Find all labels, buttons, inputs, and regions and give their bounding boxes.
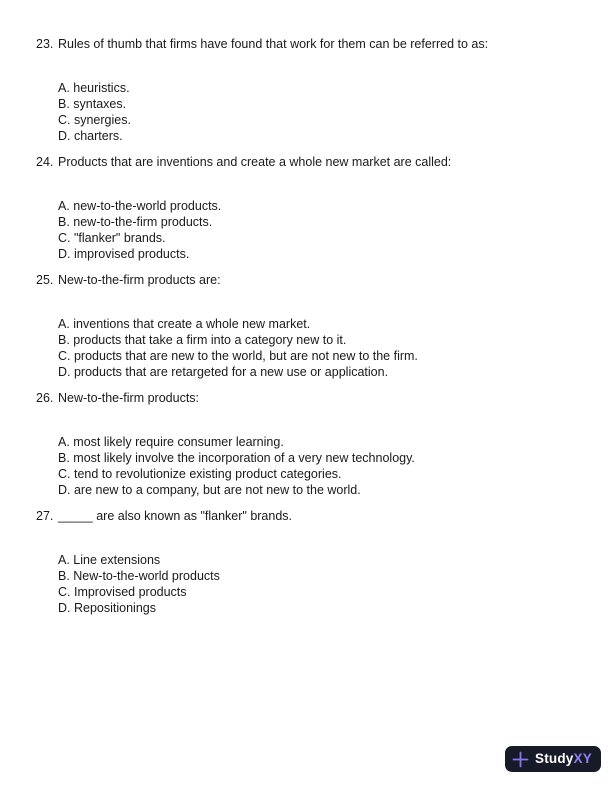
- options-list: [58, 552, 578, 616]
- question-text: Products that are inventions and create a whole new market are called:: [58, 155, 452, 169]
- question-line: [36, 390, 578, 406]
- brand-name-secondary: XY: [573, 751, 592, 767]
- option-c: C. tend to revolutionize existing product categories.: [58, 467, 342, 481]
- option-b: B. new-to-the-firm products.: [58, 215, 213, 229]
- question-number: 23.: [36, 37, 54, 51]
- option-a: A. inventions that create a whole new market.: [58, 317, 311, 331]
- option-b: B. most likely involve the incorporation of a very new technology.: [58, 451, 415, 465]
- option-a: A. new-to-the-world products.: [58, 199, 222, 213]
- plus-icon: [512, 751, 529, 768]
- options-list: [58, 434, 578, 498]
- option-b: B. New-to-the-world products: [58, 569, 220, 583]
- question-line: [36, 272, 578, 288]
- brand-name-primary: Study: [535, 751, 574, 767]
- question-line: [36, 508, 578, 524]
- question-number: 27.: [36, 509, 54, 523]
- option-c: C. "flanker" brands.: [58, 231, 166, 245]
- option-d: D. Repositionings: [58, 601, 156, 615]
- option-d: D. products that are retargeted for a new use or application.: [58, 365, 389, 379]
- question-text: _____ are also known as "flanker" brands.: [58, 509, 293, 523]
- question-23: [36, 36, 578, 144]
- options-list: [58, 80, 578, 144]
- question-24: [36, 154, 578, 262]
- question-26: [36, 390, 578, 498]
- studyxy-badge[interactable]: [505, 746, 601, 772]
- question-text: New-to-the-firm products are:: [58, 273, 221, 287]
- option-d: D. improvised products.: [58, 247, 190, 261]
- question-number: 26.: [36, 391, 54, 405]
- question-text: Rules of thumb that firms have found that work for them can be referred to as:: [58, 37, 489, 51]
- question-25: [36, 272, 578, 380]
- option-a: A. Line extensions: [58, 553, 161, 567]
- option-d: D. charters.: [58, 129, 123, 143]
- question-line: [36, 36, 578, 52]
- brand-name: [535, 752, 592, 766]
- option-c: C. products that are new to the world, but are not new to the firm.: [58, 349, 418, 363]
- question-number: 24.: [36, 155, 54, 169]
- option-c: C. Improvised products: [58, 585, 187, 599]
- options-list: [58, 316, 578, 380]
- question-line: [36, 154, 578, 170]
- option-d: D. are new to a company, but are not new to the world.: [58, 483, 361, 497]
- option-a: A. heuristics.: [58, 81, 130, 95]
- option-b: B. syntaxes.: [58, 97, 127, 111]
- question-number: 25.: [36, 273, 54, 287]
- question-text: New-to-the-firm products:: [58, 391, 200, 405]
- option-b: B. products that take a firm into a category new to it.: [58, 333, 347, 347]
- option-c: C. synergies.: [58, 113, 131, 127]
- option-a: A. most likely require consumer learning.: [58, 435, 284, 449]
- question-27: [36, 508, 578, 616]
- options-list: [58, 198, 578, 262]
